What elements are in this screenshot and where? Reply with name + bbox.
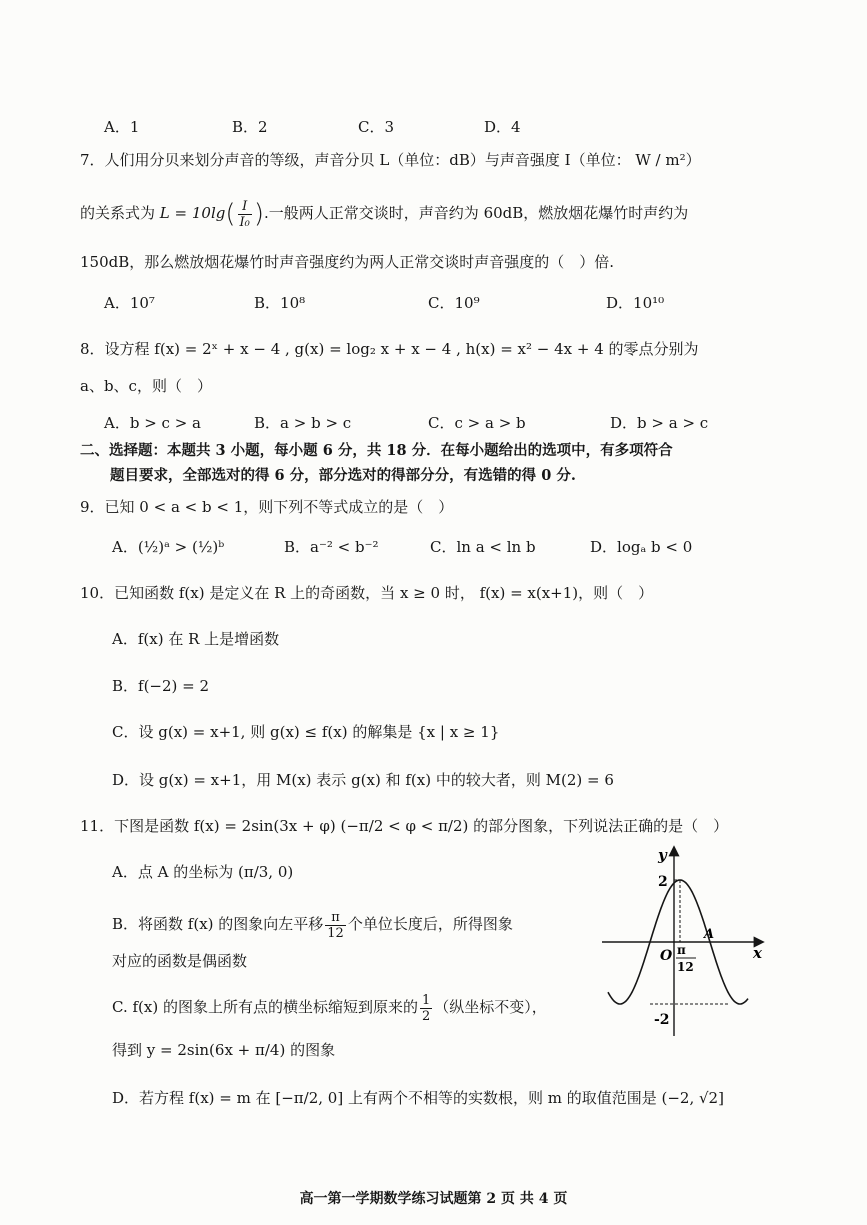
- q11-stem-post: 的部分图象，下列说法正确的是（ ）: [473, 817, 729, 835]
- q11-option-b-pre: B．将函数 f(x) 的图象向左平移: [112, 915, 324, 933]
- graph-y-max-label: 2: [658, 874, 668, 890]
- q11-stem: [80, 816, 728, 836]
- q9-option-b: B．a⁻² < b⁻²: [284, 538, 379, 556]
- q9-stem: 9．已知 0 < a < b < 1，则下列不等式成立的是（ ）: [80, 498, 454, 516]
- q10-stem: 10．已知函数 f(x) 是定义在 R 上的奇函数，当 x ≥ 0 时， f(x) = x(x+1)，则（ ）: [80, 584, 654, 602]
- q7-fraction: [238, 199, 252, 230]
- graph-y-label: y: [658, 846, 667, 864]
- q7-option-b: B．10⁸: [254, 294, 306, 312]
- q7-line2-post: .一般两人正常交谈时，声音约为 60dB，燃放烟花爆竹时声约为: [264, 204, 689, 222]
- q7-line3: 150dB，那么燃放烟花爆竹时声音强度约为两人正常交谈时声音强度的（ ）倍.: [80, 253, 615, 271]
- q9-option-c: C．ln a < ln b: [430, 538, 536, 556]
- q9-option-d: D．logₐ b < 0: [590, 538, 693, 556]
- q11-option-b-post: 个单位长度后，所得图象: [347, 915, 513, 933]
- q11-option-a: [112, 862, 293, 882]
- q11-option-c-frac: [420, 993, 432, 1024]
- graph-point-a-label: A: [704, 927, 715, 942]
- q11-option-b-frac-num: π: [325, 910, 346, 926]
- q8-line1: 8．设方程 f(x) = 2ˣ + x − 4 , g(x) = log₂ x + x − 4 , h(x) = x² − 4x + 4 的零点分别为: [80, 340, 699, 358]
- q9-option-a: A．(½)ᵃ > (½)ᵇ: [112, 538, 225, 556]
- q11-option-c-post: （纵坐标不变），: [434, 998, 547, 1016]
- q6-option-a: A．1: [104, 118, 140, 136]
- q11-stem-cond: (−π/2 < φ < π/2): [340, 817, 469, 835]
- q7-option-a: A．10⁷: [104, 294, 155, 312]
- q11-option-a-pre: A．点 A 的坐标为: [112, 863, 234, 881]
- q6-option-b: B．2: [232, 118, 268, 136]
- q9-options: [0, 536, 867, 558]
- q6-option-d: D．4: [484, 118, 521, 136]
- section2-line2: 题目要求，全部选对的得 6 分，部分选对的得部分分，有选错的得 0 分.: [110, 467, 576, 484]
- q8-option-a: A．b > c > a: [104, 414, 201, 432]
- q11-option-b-frac: [325, 910, 346, 941]
- q11-sine-graph: [598, 840, 768, 1040]
- q11-option-b-line2: 对应的函数是偶函数: [112, 952, 248, 970]
- q11-option-c-pre: C. f(x) 的图象上所有点的横坐标缩短到原来的: [112, 998, 418, 1016]
- q7-option-d: D．10¹⁰: [606, 294, 665, 312]
- q10-option-d: D．设 g(x) = x+1，用 M(x) 表示 g(x) 和 f(x) 中的较大者，则 M(2) = 6: [112, 771, 614, 789]
- graph-tick-den: 12: [677, 960, 694, 974]
- q11-option-c-frac-den: 2: [421, 1008, 431, 1024]
- q11-option-a-val: (π/3, 0): [237, 863, 294, 881]
- q11-option-d: D．若方程 f(x) = m 在 [−π/2, 0] 上有两个不相等的实数根，则 m 的取值范围是 (−2, √2]: [112, 1089, 724, 1107]
- q7-frac-den: I₀: [239, 214, 250, 230]
- q7-frac-num: I: [238, 199, 252, 215]
- q7-line2-pre: 的关系式为: [80, 204, 156, 222]
- q6-options: [0, 116, 867, 138]
- graph-y-min-label: -2: [654, 1012, 670, 1028]
- q8-option-c: C．c > a > b: [428, 414, 526, 432]
- q10-option-c: C．设 g(x) = x+1, 则 g(x) ≤ f(x) 的解集是 {x | x ≥ 1}: [112, 723, 500, 741]
- section2-line1: 二、选择题：本题共 3 小题，每小题 6 分，共 18 分．在每小题给出的选项中，有多项符合: [80, 442, 673, 459]
- q11-option-c-frac-num: 1: [421, 992, 431, 1008]
- q7-formula-lhs: L = 10lg: [159, 204, 226, 222]
- graph-x-label: x: [753, 944, 762, 962]
- q11-option-c-line2: 得到 y = 2sin(6x + π/4) 的图象: [112, 1041, 336, 1059]
- q8-option-b: B．a > b > c: [254, 414, 352, 432]
- q7-options: [0, 292, 867, 314]
- q11-option-b: [112, 907, 513, 941]
- q8-options: [0, 412, 867, 434]
- q8-line2: a、b、c，则（ ）: [80, 377, 212, 395]
- q11-option-b-frac-den: 12: [327, 925, 344, 941]
- q7-line1: 7．人们用分贝来划分声音的等级，声音分贝 L（单位：dB）与声音强度 I（单位： W / m²）: [80, 151, 701, 169]
- q10-option-a: A．f(x) 在 R 上是增函数: [112, 630, 280, 648]
- q6-option-c: C．3: [358, 118, 395, 136]
- q11-option-c: [112, 990, 547, 1024]
- q11-stem-pre: 11．下图是函数 f(x) = 2sin(3x + φ): [80, 817, 336, 835]
- page-footer: 高一第一学期数学练习试题第 2 页 共 4 页: [299, 1191, 568, 1207]
- graph-tick-num: π: [677, 943, 686, 957]
- q7-line2: 的关系式为 L = 10lg( $\frac{I}{\text{I₀}}$ ).一般两人正常交谈时，声音约为 60dB，燃放烟花爆竹时声约为: [80, 198, 689, 230]
- graph-origin-label: O: [660, 948, 673, 964]
- q8-option-d: D．b > a > c: [610, 414, 709, 432]
- q10-option-b: B．f(−2) = 2: [112, 677, 210, 695]
- q7-option-c: C．10⁹: [428, 294, 480, 312]
